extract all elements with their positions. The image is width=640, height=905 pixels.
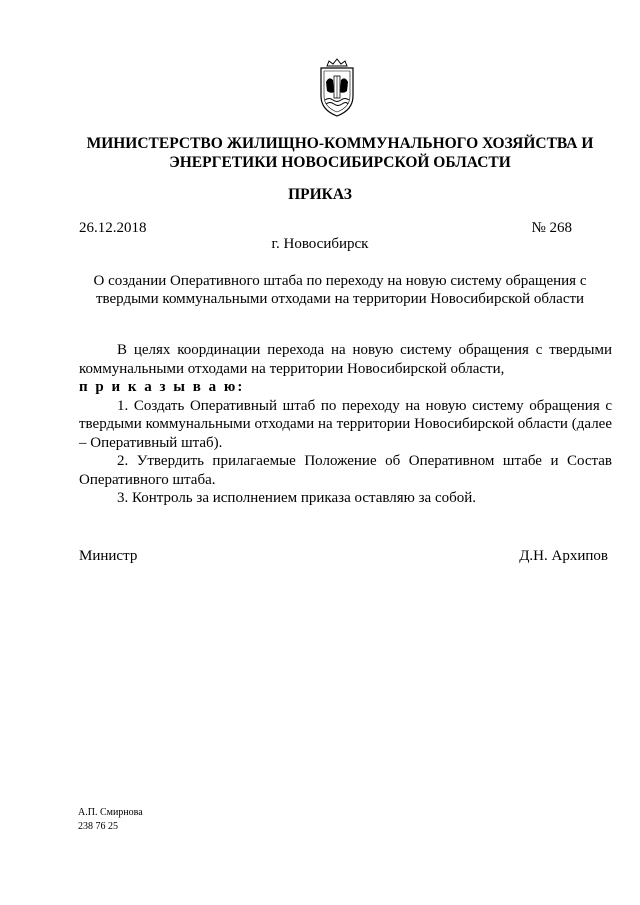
ministry-name-line-1: МИНИСТЕРСТВО ЖИЛИЩНО-КОММУНАЛЬНОГО ХОЗЯЙСТВА И xyxy=(86,135,594,152)
order-city: г. Новосибирск xyxy=(271,236,369,252)
order-date: 26.12.2018 xyxy=(79,220,147,236)
coat-of-arms-icon xyxy=(313,58,361,118)
signatory-name: Д.Н. Архипов xyxy=(519,548,608,564)
subject-line-1: О создании Оперативного штаба по переходу на новую систему обращения с xyxy=(93,273,587,289)
order-title: ПРИКАЗ xyxy=(288,186,352,203)
orders-word: п р и к а з ы в а ю: xyxy=(79,379,245,395)
executor-phone: 238 76 25 xyxy=(78,821,118,832)
intro-paragraph: В целях координации перехода на новую систему обращения с твердыми коммунальными отходами на территории Новосибирской области, xyxy=(79,342,612,377)
order-number: № 268 xyxy=(531,220,572,236)
signatory-position: Министр xyxy=(79,548,138,564)
order-item-2: 2. Утвердить прилагаемые Положение об Оперативном штабе и Состав Оперативного штаба. xyxy=(79,453,612,488)
order-subject xyxy=(70,272,610,308)
ministry-name xyxy=(60,134,620,172)
order-body xyxy=(79,341,612,508)
ministry-name-line-2: ЭНЕРГЕТИКИ НОВОСИБИРСКОЙ ОБЛАСТИ xyxy=(169,154,511,171)
subject-line-2: твердыми коммунальными отходами на территории Новосибирской области xyxy=(95,291,585,307)
order-item-1: 1. Создать Оперативный штаб по переходу на новую систему обращения с твердыми коммунальными отходами на территории Новосибирской области (далее – Оперативный штаб). xyxy=(79,397,612,451)
order-item-3: 3. Контроль за исполнением приказа оставляю за собой. xyxy=(117,490,477,506)
executor-name: А.П. Смирнова xyxy=(78,807,143,818)
executor-info xyxy=(78,806,143,834)
